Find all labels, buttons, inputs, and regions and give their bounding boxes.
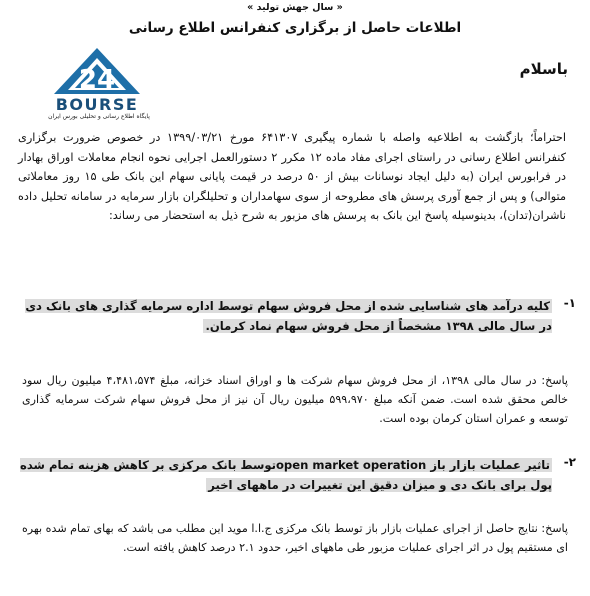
intro-paragraph: احتراماً؛ بازگشت به اطلاعیه واصله با شماره پیگیری ۶۴۱۳۰۷ مورخ ۱۳۹۹/۰۳/۲۱ در خصوص ضرورت برگزاری کنفرانس اطلاع رسانی در راستای اجرای مفاد ماده ۱۲ مکرر ۲ دستورالعمل اجرایی نحوه انجام معاملات اوراق بهادار در فرابورس ایران (به دلیل ایجاد نوسانات بیش از ۵۰ درصد در قیمت پایانی سهام این بانک طی ۱۵ روز معاملاتی متوالی) و پس از جمع آوری پرسش های مطروحه از سوی سهامداران و تحلیلگران بازار سرمایه در سامانه تحلیل داده ناشران(تدان)، بدینوسیله پاسخ این بانک به پرسش های مزبور به شرح ذیل به استحضار می رساند: [18,131,567,223]
question-1 [20,296,576,336]
logo-caption: پایگاه اطلاع رسانی و تحلیلی بورس ایران [48,113,150,120]
salutation: باسلام [519,60,568,78]
question-1-number: -۱ [563,296,576,310]
document-title: اطلاعات حاصل از برگزاری کنفرانس اطلاع رسانی [128,20,462,36]
question-2 [20,455,576,495]
question-2-number: -۲ [563,455,576,469]
question-2-suffix: توسط بانک مرکزی بر کاهش هزینه تمام شده پول برای بانک دی و میزان دقیق این تغییرات در ماههای اخیر [20,458,552,492]
question-2-prefix: تاثیر عملیات بازار باز [430,458,550,472]
logo-number: 24 [78,65,116,95]
answer-2: پاسخ: نتایج حاصل از اجرای عملیات بازار باز توسط بانک مرکزی ج.ا.ا موید این مطلب می باشد که بهای تمام شده بهره ای مستقیم پول در اثر اجرای عملیات مزبور طی ماههای اخیر، حدود ۲.۱ درصد کاهش یافته است. [22,522,568,554]
logo-brand: BOURSE [55,95,139,114]
question-2-text [20,458,552,492]
year-slogan: « سال جهش تولید » [247,2,343,13]
answer-1: پاسخ: در سال مالی ۱۳۹۸، از محل فروش سهام شرکت ها و اوراق اسناد خزانه، مبلغ ۴،۴۸۱،۵۷۴ میلیون ریال سود خالص محقق شده است. ضمن آنکه مبلغ ۵۹۹،۹۷۰ میلیون ریال آن نیز از محل فروش سهام شرکت سرمایه گذاری توسعه و عمران استان کرمان بوده است. [22,374,569,425]
question-1-text: کلیه درآمد های شناسایی شده از محل فروش سهام توسط اداره سرمایه گذاری های بانک دی در سال مالی ۱۳۹۸ مشخصاً از محل فروش سهام نماد کرمان. [25,299,552,333]
question-2-term: open market operation [275,458,427,472]
